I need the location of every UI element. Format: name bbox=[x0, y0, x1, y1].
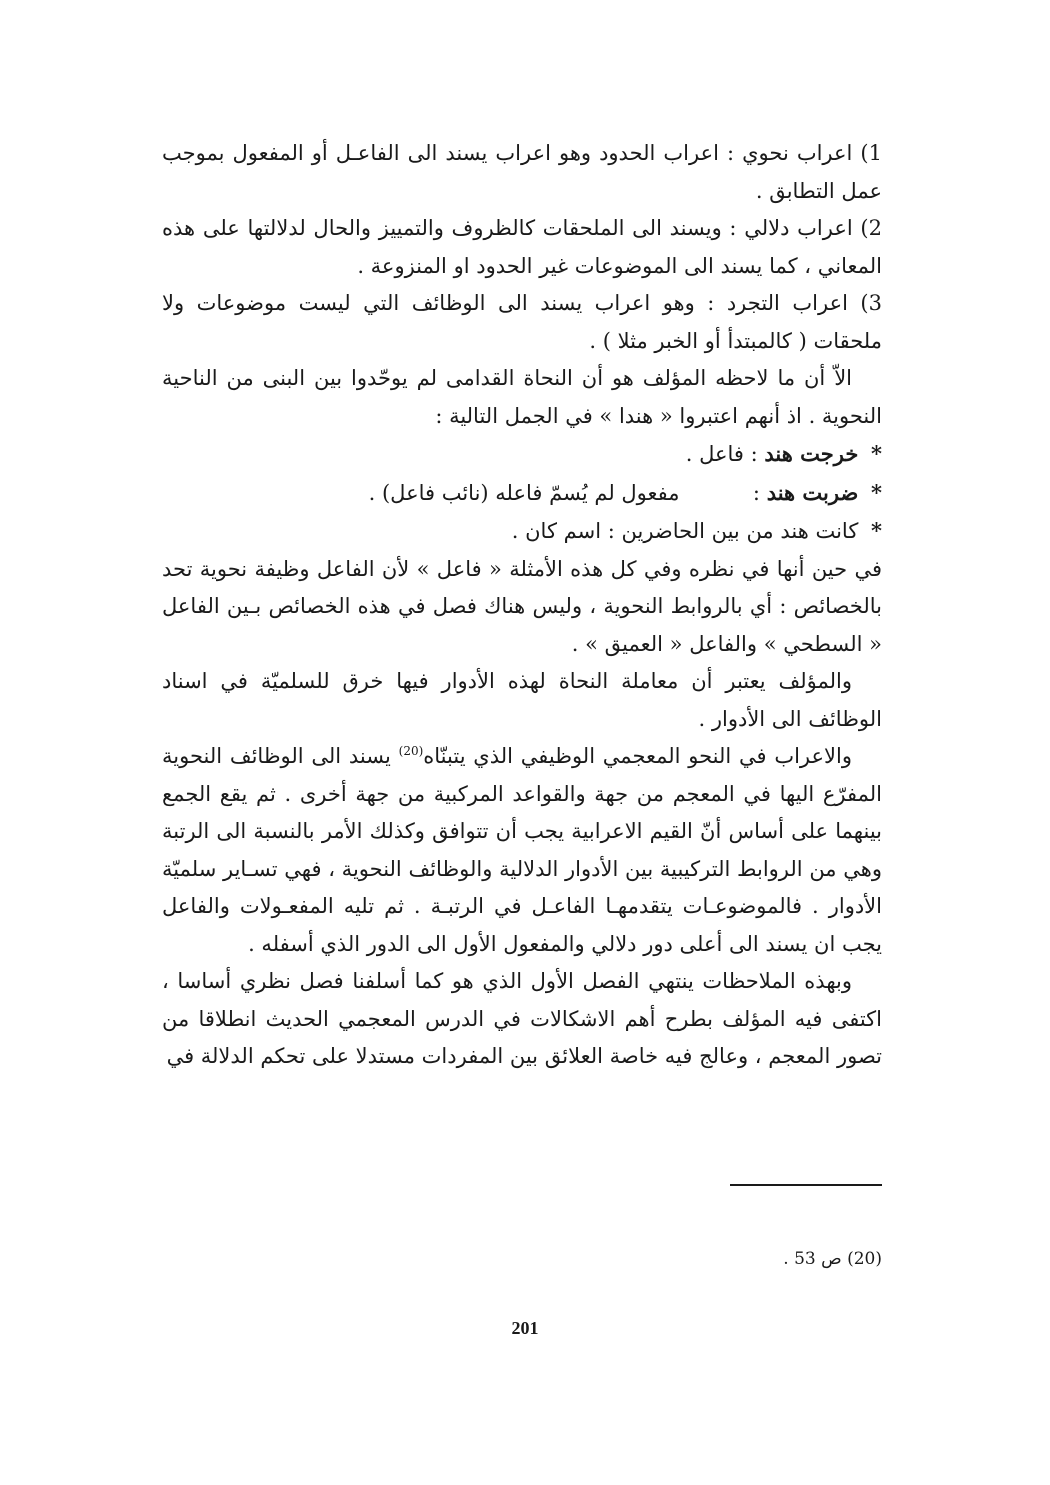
example-line bbox=[162, 474, 882, 513]
example-role: مفعول لم يُسمّ فاعله (نائب فاعل) . bbox=[368, 480, 680, 505]
paragraph-chapter-conclusion: وبهذه الملاحظات ينتهي الفصل الأول الذي هو كما أسلفنا فصل نظري أساسا ، اكتفى فيه المؤلف بطرح أهم الاشكالات في الدرس المعجمي الحديث انطلاقا من تصور المعجم ، وعالج فيه خاصة العلائق بين المفردات مستدلا على تحكم الدلالة في bbox=[162, 969, 882, 1068]
example-role: اسم كان . bbox=[511, 519, 602, 543]
example-colon: : bbox=[750, 442, 758, 466]
example-colon: : bbox=[607, 519, 615, 543]
footnote: (20) ص 53 . bbox=[783, 1249, 882, 1269]
example-role: فاعل . bbox=[685, 442, 744, 466]
paragraph-ancient-grammarians: الاّ أن ما لاحظه المؤلف هو أن النحاة القدامى لم يوحّدوا بين البنى من الناحية النحوية . اذ أنهم اعتبروا « هندا » في الجمل التالية : bbox=[162, 366, 882, 428]
body-text bbox=[162, 135, 882, 1076]
paragraph-text: يسند الى الوظائف النحوية المفرّع اليها في المعجم من جهة والقواعد المركبية من جهة أخرى . ثم يقع الجمع بينهما على أساس أنّ القيم الاعرابية يجب أن تتوافق وكذلك الأمر بالنسبة الى الرتبة وهي من الروابط التركيبية بين الأدوار الدلالية والوظائف النحوية ، فهي تسـاير سلميّة الأدوار . فالموضوعـات يتقدمهـا الفاعـل في الرتبـة . ثم تليه المفعـولات والفاعل يجب ان يسند الى أعلى دور دلالي والمفعول الأول الى الدور الذي أسفله . bbox=[162, 744, 882, 956]
paragraph-text: والاعراب في النحو المعجمي الوظيفي الذي يتبنّاه bbox=[423, 744, 853, 768]
example-colon: : bbox=[752, 480, 760, 505]
bullet-star-icon: * bbox=[871, 518, 882, 543]
footnote-divider bbox=[730, 1184, 882, 1186]
paragraph-subject-function: في حين أنها في نظره وفي كل هذه الأمثلة « فاعل » لأن الفاعل وظيفة نحوية تحد بالخصائص : أي بالروابط النحوية ، وليس هناك فصل في هذه الخصائص بـين الفاعل « السطحي » والفاعل « العميق » . bbox=[162, 556, 882, 656]
example-line bbox=[162, 512, 882, 551]
bullet-star-icon: * bbox=[871, 441, 882, 466]
paragraph-nahwi-case: 1) اعراب نحوي : اعراب الحدود وهو اعراب يسند الى الفاعـل أو المفعول بموجب عمل التطابق . bbox=[162, 141, 882, 203]
paragraph-abstract-case: 3) اعراب التجرد : وهو اعراب يسند الى الوظائف التي ليست موضوعات ولا ملحقات ( كالمبتدأ أو الخبر مثلا ) . bbox=[162, 291, 882, 353]
paragraph-hierarchy: والمؤلف يعتبر أن معاملة النحاة لهذه الأدوار فيها خرق للسلميّة في اسناد الوظائف الى الأدوار . bbox=[162, 669, 882, 731]
footnote-marker[interactable]: (20) bbox=[398, 744, 424, 758]
example-term: ضربت هند bbox=[766, 479, 859, 505]
example-term: كانت هند من بين الحاضرين bbox=[621, 519, 859, 543]
bullet-star-icon: * bbox=[871, 479, 882, 505]
example-term: خرجت هند bbox=[764, 441, 859, 466]
paragraph-lexical-functional bbox=[162, 738, 882, 963]
example-line bbox=[162, 435, 882, 474]
page-number: 201 bbox=[511, 1318, 539, 1338]
paragraph-semantic-case: 2) اعراب دلالي : ويسند الى الملحقات كالظروف والتمييز والحال لدلالتها على هذه المعاني ، كما يسند الى الموضوعات غير الحدود او المنزوعة . bbox=[162, 216, 882, 278]
